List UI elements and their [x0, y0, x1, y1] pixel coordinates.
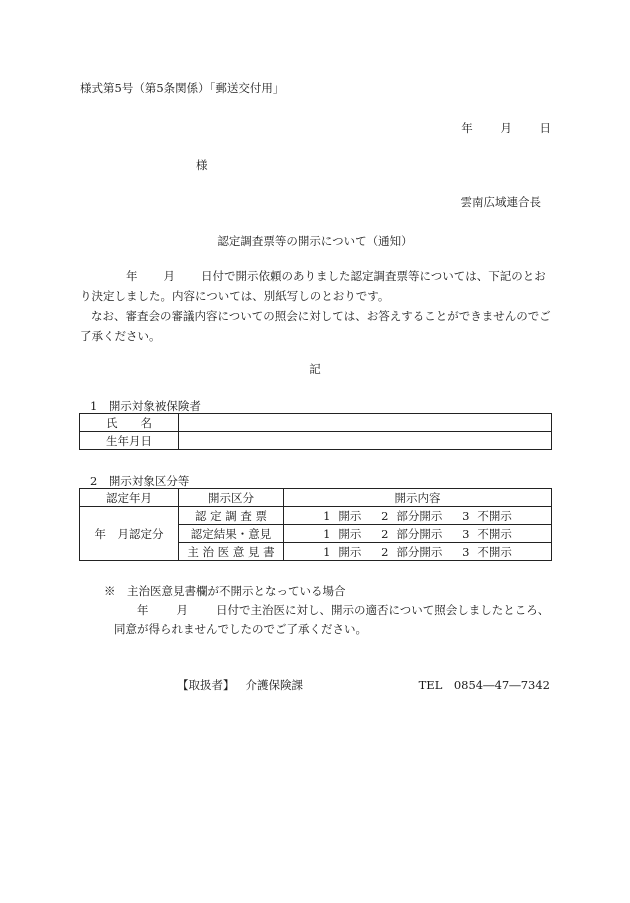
section2-heading: 2 開示対象区分等 [90, 474, 190, 488]
section1-heading: 1 開示対象被保険者 [90, 399, 201, 413]
date-year: 年 [461, 121, 473, 135]
document-title: 認定調査票等の開示について（通知） [217, 234, 413, 248]
date-day: 日 [539, 121, 551, 135]
birthdate-label: 生年月日 [80, 432, 179, 450]
name-label: 氏 名 [80, 414, 179, 432]
handler [177, 677, 303, 693]
issue-date [437, 120, 551, 136]
note-heading: ※ 主治医意見書欄が不開示となっている場合 [104, 584, 346, 598]
table-row [80, 507, 552, 525]
options-cell: 1 開示 2 部分開示 3 不開示 [284, 543, 552, 561]
options-cell: 1 開示 2 部分開示 3 不開示 [284, 525, 552, 543]
sender: 雲南広域連合長 [460, 195, 541, 209]
addressee: 様 [196, 158, 208, 172]
body-text [80, 266, 554, 346]
ki-heading: 記 [309, 362, 321, 376]
handler-label: 【取扱者】 [177, 678, 235, 692]
header-category: 開示区分 [179, 489, 284, 507]
table-header-row [80, 489, 552, 507]
header-period: 認定年月 [80, 489, 179, 507]
body-paragraph-1: 年 月 日付で開示依頼のありました認定調査票等については、下記のとおり決定しました。内容については、別紙写しのとおりです。 [80, 269, 546, 303]
category-cell: 主 治 医 意 見 書 [179, 543, 284, 561]
category-cell: 認 定 調 査 票 [179, 507, 284, 525]
body-paragraph-2: なお、審査会の審議内容についての照会に対しては、お答えすることができませんのでご了承ください。 [80, 309, 551, 343]
table-row [80, 414, 552, 432]
name-value [179, 414, 552, 432]
note-line-1: 年 月 日付で主治医に対し、開示の適否について照会しましたところ、 [137, 603, 550, 617]
period-cell: 年 月認定分 [80, 507, 179, 561]
category-cell: 認定結果・意見 [179, 525, 284, 543]
birthdate-value [179, 432, 552, 450]
disclosure-table [79, 488, 552, 561]
date-month: 月 [500, 121, 512, 135]
insured-person-table [79, 413, 552, 450]
options-cell: 1 開示 2 部分開示 3 不開示 [284, 507, 552, 525]
table-row [80, 432, 552, 450]
form-number: 様式第5号（第5条関係）「郵送交付用」 [80, 81, 285, 95]
handler-dept: 介護保険課 [245, 678, 303, 692]
note-line-2: 同意が得られませんでしたのでご了承ください。 [114, 622, 367, 636]
header-content: 開示内容 [284, 489, 552, 507]
telephone: TEL 0854―47―7342 [418, 678, 550, 692]
